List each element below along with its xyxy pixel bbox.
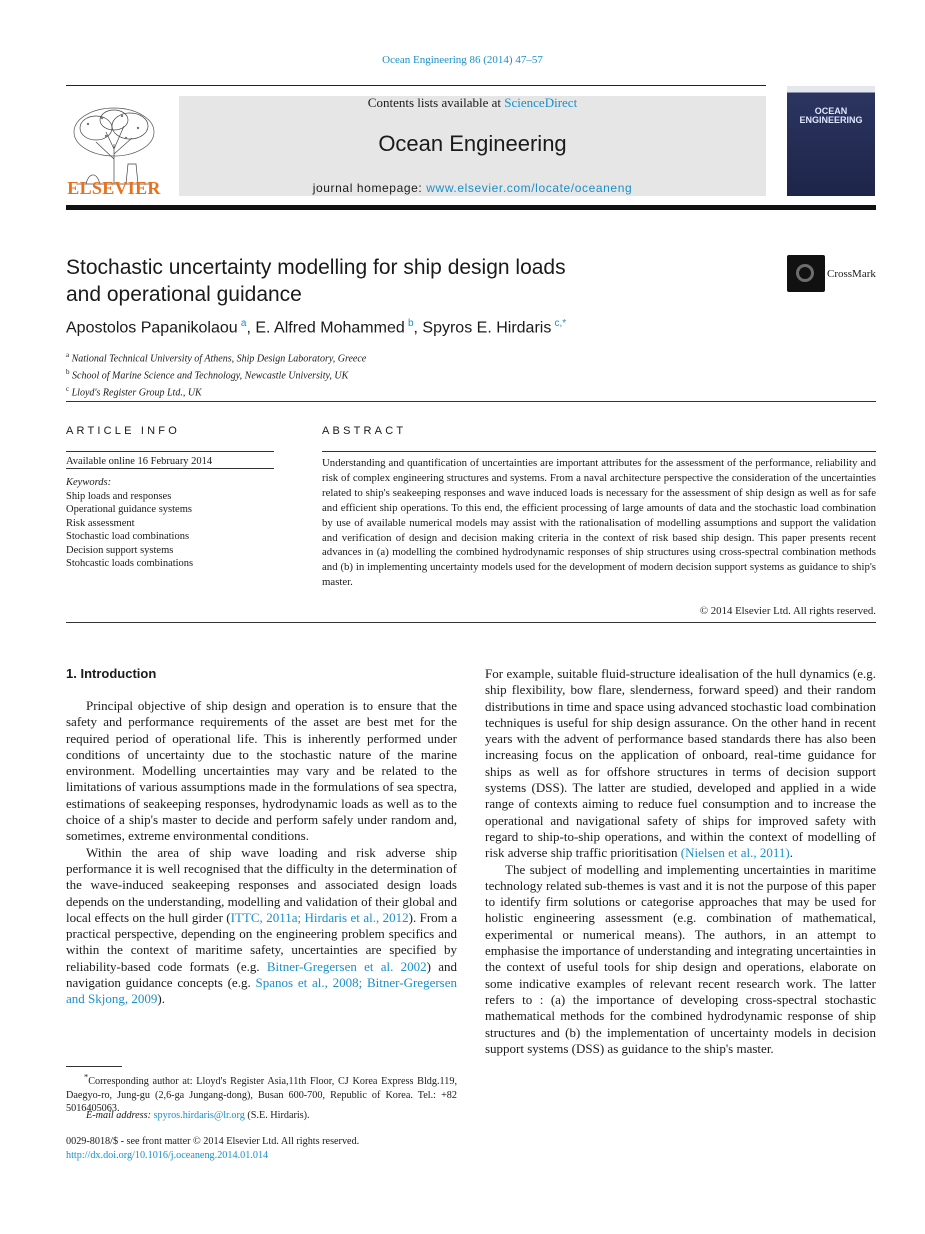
- keyword-item: Decision support systems: [66, 544, 174, 556]
- elsevier-wordmark: ELSEVIER: [67, 178, 161, 198]
- citation-link[interactable]: Bitner-Gregersen et al. 2002: [266, 958, 427, 974]
- corresponding-author-footnote: *Corresponding author at: Lloyd's Register Asia,11th Floor, CJ Korea Express Bldg.119, Daegyo-ro, Jung-gu (2,6-ga Jungang-dong), Busan 600-700, Republic of Korea. Tel.: +82 5016405063.: [66, 1072, 457, 1115]
- email-line: E-mail address: spyros.hirdaris@lr.org (S.E. Hirdaris).: [86, 1110, 310, 1121]
- keyword-item: Operational guidance systems: [66, 504, 192, 516]
- keyword-item: Risk assessment: [66, 517, 135, 529]
- citation-link[interactable]: (Nielsen et al., 2011): [680, 845, 790, 861]
- crossmark-ring-icon: [796, 264, 814, 282]
- section-divider: [66, 401, 876, 402]
- body-right-column: [485, 666, 876, 1057]
- citation-link[interactable]: ITTC, 2011a; Hirdaris et al., 2012: [230, 909, 409, 925]
- author-affiliation-marker[interactable]: b: [407, 318, 414, 329]
- article-info-rule: [66, 451, 274, 452]
- cover-title-line-1: OCEAN: [814, 106, 848, 116]
- section-divider: [66, 622, 876, 623]
- author-name[interactable]: Apostolos Papanikolaou: [66, 319, 238, 337]
- author-name[interactable]: E. Alfred Mohammed: [255, 319, 405, 337]
- header-top-rule: [66, 85, 766, 86]
- author-name[interactable]: Spyros E. Hirdaris: [422, 319, 552, 337]
- article-info-heading: ARTICLE INFO: [66, 425, 180, 437]
- sciencedirect-link[interactable]: ScienceDirect: [504, 95, 578, 110]
- journal-cover-image[interactable]: [787, 86, 875, 196]
- author-list: Apostolos Papanikolaou $^a$, E. Alfred Mohammed $^b$, Spyros E. Hirdaris $^{c,*}$: [66, 318, 567, 337]
- contents-line: [179, 95, 766, 111]
- article-title-line-1: Stochastic uncertainty modelling for ship design loads: [66, 256, 566, 279]
- keywords-list: [66, 490, 193, 570]
- email-label: E-mail address:: [86, 1110, 154, 1121]
- issn-line: 0029-8018/$ - see front matter © 2014 Elsevier Ltd. All rights reserved.: [66, 1136, 360, 1147]
- keyword-item: Stohcastic loads combinations: [66, 558, 194, 570]
- abstract-heading: ABSTRACT: [322, 425, 407, 437]
- body-left-column: [66, 698, 457, 1008]
- article-info-rule: [66, 468, 274, 469]
- homepage-prefix: journal homepage:: [312, 181, 427, 195]
- body-paragraph: For example, suitable fluid-structure idealisation of the hull dynamics (e.g. ship flexibility, bow flare, slenderness, forward speed) and their random distributions in time and space using advanced stochastic load combination techniques is useful for ship design assurance. On the other hand in recent years with the advent of performance based standards there has also been increasing focus on the application of onboard, real-time guidance for ships as well as for offshore structures in terms of decision support systems (DSS). The latter are studied, developed and applied in a wide range of contexts aiming to reduce fuel consumption and to increase the operational and navigational safety of ships for improved safety with regard to ship-to-ship operations, and within the context of modelling of risk adverse ship traffic prioritisation (Nielsen et al., 2011).: [485, 666, 876, 861]
- body-paragraph: Within the area of ship wave loading and risk adverse ship performance it is well recognised that the difficulty in the determination of the wave-induced seakeeping responses and associated design loads depends on the understanding, modelling and validation of their global and local effects on the hull girder (ITTC, 2011a; Hirdaris et al., 2012). From a practical perspective, depending on the engineering problem specifics and within the context of maritime safety, uncertainties are specified by reliability-based code formats (e.g. Bitner-Gregersen et al. 2002) and navigation guidance concepts (e.g. Spanos et al., 2008; Bitner-Gregersen and Skjong, 2009).: [66, 844, 457, 1007]
- journal-name: Ocean Engineering: [378, 131, 567, 156]
- journal-citation-link[interactable]: Ocean Engineering 86 (2014) 47–57: [382, 54, 543, 66]
- author-affiliation-marker[interactable]: c,*: [554, 318, 567, 329]
- abstract-copyright: © 2014 Elsevier Ltd. All rights reserved.: [699, 605, 876, 617]
- keyword-item: Ship loads and responses: [66, 491, 172, 502]
- cover-title-line-2: ENGINEERING: [799, 115, 863, 125]
- citation-link[interactable]: Spanos et al., 2008; Bitner-Gregersen and Skjong, 2009: [66, 975, 457, 1007]
- cover-title: [795, 107, 867, 125]
- section-heading-introduction: 1. Introduction: [66, 666, 157, 681]
- affiliation-item: $^b$ School of Marine Science and Technology, Newcastle University, UK: [66, 367, 349, 382]
- email-link[interactable]: spyros.hirdaris@lr.org: [153, 1110, 245, 1121]
- abstract-text: Understanding and quantification of uncertainties are important attributes for the assessment of the performance, reliability and risk of complex engineering structures and systems. From a naval architecture perspective the consideration of the uncertainties related to ship's seakeeping responses and wave induced loads is necessary for the assessment of ship design as well as for safe and efficient ship operations. To this end, the efficient processing of large amounts of data and the stochastic load combination by use of available numerical models may assist with the rationalisation of modelling assumptions and support the validation and verification of design and decision making criteria in the context of risk based ship design. This paper presents recent advances in (a) modelling the combined hydrodynamic responses of ship structures using cross-spectral combination methods and (b) in implementing uncertainty models used for the development of modern decision support systems as guidance to ship's master.: [322, 457, 876, 589]
- crossmark-label[interactable]: CrossMark: [827, 268, 876, 280]
- doi-link[interactable]: http://dx.doi.org/10.1016/j.oceaneng.2014.01.014: [66, 1150, 269, 1161]
- homepage-line: [179, 181, 766, 195]
- homepage-link[interactable]: www.elsevier.com/locate/oceaneng: [426, 181, 633, 195]
- body-paragraph: The subject of modelling and implementing uncertainties in maritime technology related sub-themes is vast and it is not the purpose of this paper to identify firm solutions or categorise approaches that may be used for holistic engineering assessment (e.g. combination of mathematical, experimental or numerical means). The authors, in an attempt to emphasise the importance of understanding and integrating uncertainties in the context of useful tools for ship design and operations, elaborate on some indicative examples of relevant recent research work. The latter refers to : (a) the importance of developing cross-spectral stochastic mathematical methods for the combined hydrodynamic response of ship structures and (b) the implementation of uncertainty models in decision support systems (DSS) as guidance to the ship's master.: [485, 861, 876, 1056]
- affiliation-item: $^a$ National Technical University of Athens, Ship Design Laboratory, Greece: [66, 351, 367, 365]
- article-title: [66, 254, 706, 308]
- footnote-marker: *: [84, 1072, 89, 1082]
- body-paragraph: Principal objective of ship design and operation is to ensure that the safety and performance requirements of the asset are best met for the required period of operational life. This is inherently performed under conditions of uncertainty due to the stochastic nature of the marine environment. Modelling uncertainties may vary and be related to the limitations of various assumptions made in the formulations of sea spectra, estimations of seakeeping responses, hydrodynamic loads as well as to the choice of a ship's master to decide and perform safely under random and, sometimes, extreme environmental conditions.: [66, 698, 457, 844]
- abstract-rule: [322, 451, 876, 452]
- footnote-rule: [66, 1066, 122, 1067]
- keyword-item: Stochastic load combinations: [66, 531, 190, 543]
- article-title-line-2: and operational guidance: [66, 283, 302, 306]
- author-affiliation-marker[interactable]: a: [240, 318, 247, 329]
- affiliation-list: [66, 349, 666, 399]
- keywords-label: Keywords:: [66, 477, 112, 488]
- contents-prefix: Contents lists available at: [367, 95, 505, 110]
- affiliation-item: $^c$ Lloyd's Register Group Ltd., UK: [66, 384, 202, 398]
- header-bottom-rule: [66, 205, 876, 210]
- available-online-date: Available online 16 February 2014: [66, 456, 213, 467]
